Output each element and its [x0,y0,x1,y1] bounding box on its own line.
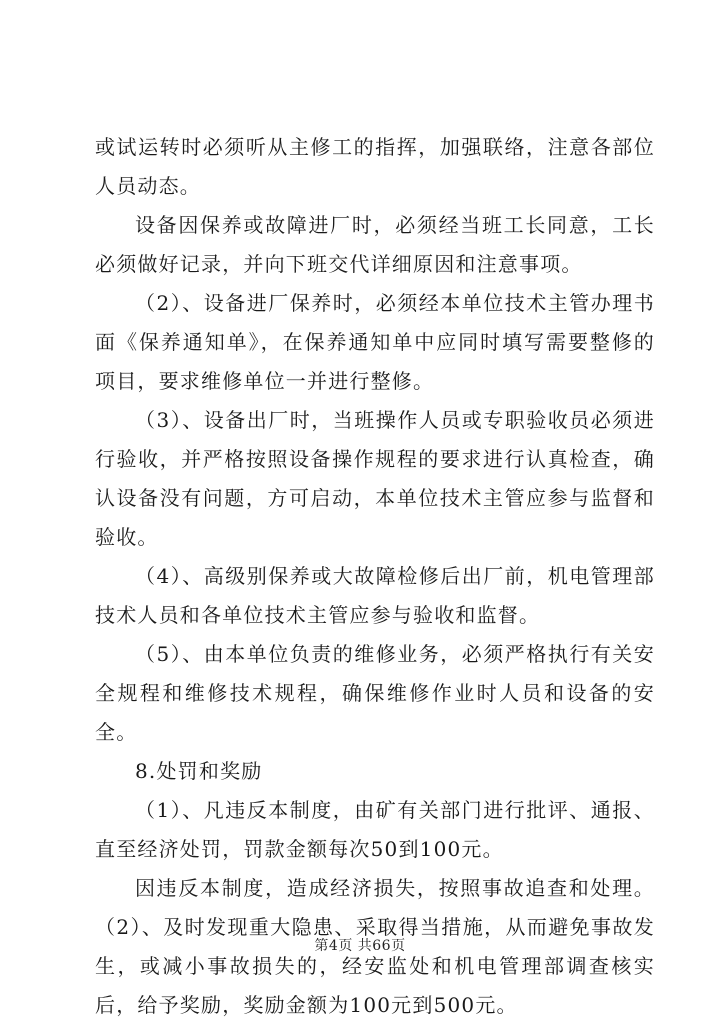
paragraph-penalty-1: （1）、凡违反本制度，由矿有关部门进行批评、通报、直至经济处罚，罚款金额每次50到100元。 [95,798,655,861]
paragraph-item-4: （4）、高级别保养或大故障检修后出厂前，机电管理部技术人员和各单位技术主管应参与验收和监督。 [95,564,655,627]
paragraph-item-2: （2）、设备进厂保养时，必须经本单位技术主管办理书面《保养通知单》，在保养通知单中应同时填写需要整修的项目，要求维修单位一并进行整修。 [95,291,655,393]
page-number-footer: 第4页 共66页 [314,938,406,954]
paragraph-equipment-entry: 设备因保养或故障进厂时，必须经当班工长同意，工长必须做好记录，并向下班交代详细原因和注意事项。 [95,213,655,276]
paragraph-reward: 因违反本制度，造成经济损失，按照事故追查和处理。（2）、及时发现重大隐患、采取得当措施，从而避免事故发生，或减小事故损失的，经安监处和机电管理部调查核实后，给予奖励，奖励金额为100元到500元。 [95,876,655,1017]
paragraph-item-3: （3）、设备出厂时，当班操作人员或专职验收员必须进行验收，并严格按照设备操作规程的要求进行认真检查，确认设备没有问题，方可启动，本单位技术主管应参与监督和验收。 [95,408,655,549]
paragraph-item-5: （5）、由本单位负责的维修业务，必须严格执行有关安全规程和维修技术规程，确保维修作业时人员和设备的安全。 [95,642,655,744]
paragraph-continuation: 或试运转时必须听从主修工的指挥，加强联络，注意各部位人员动态。 [95,135,655,198]
page-body [95,128,655,1025]
section-heading-penalties: 8.处罚和奖励 [135,759,263,783]
